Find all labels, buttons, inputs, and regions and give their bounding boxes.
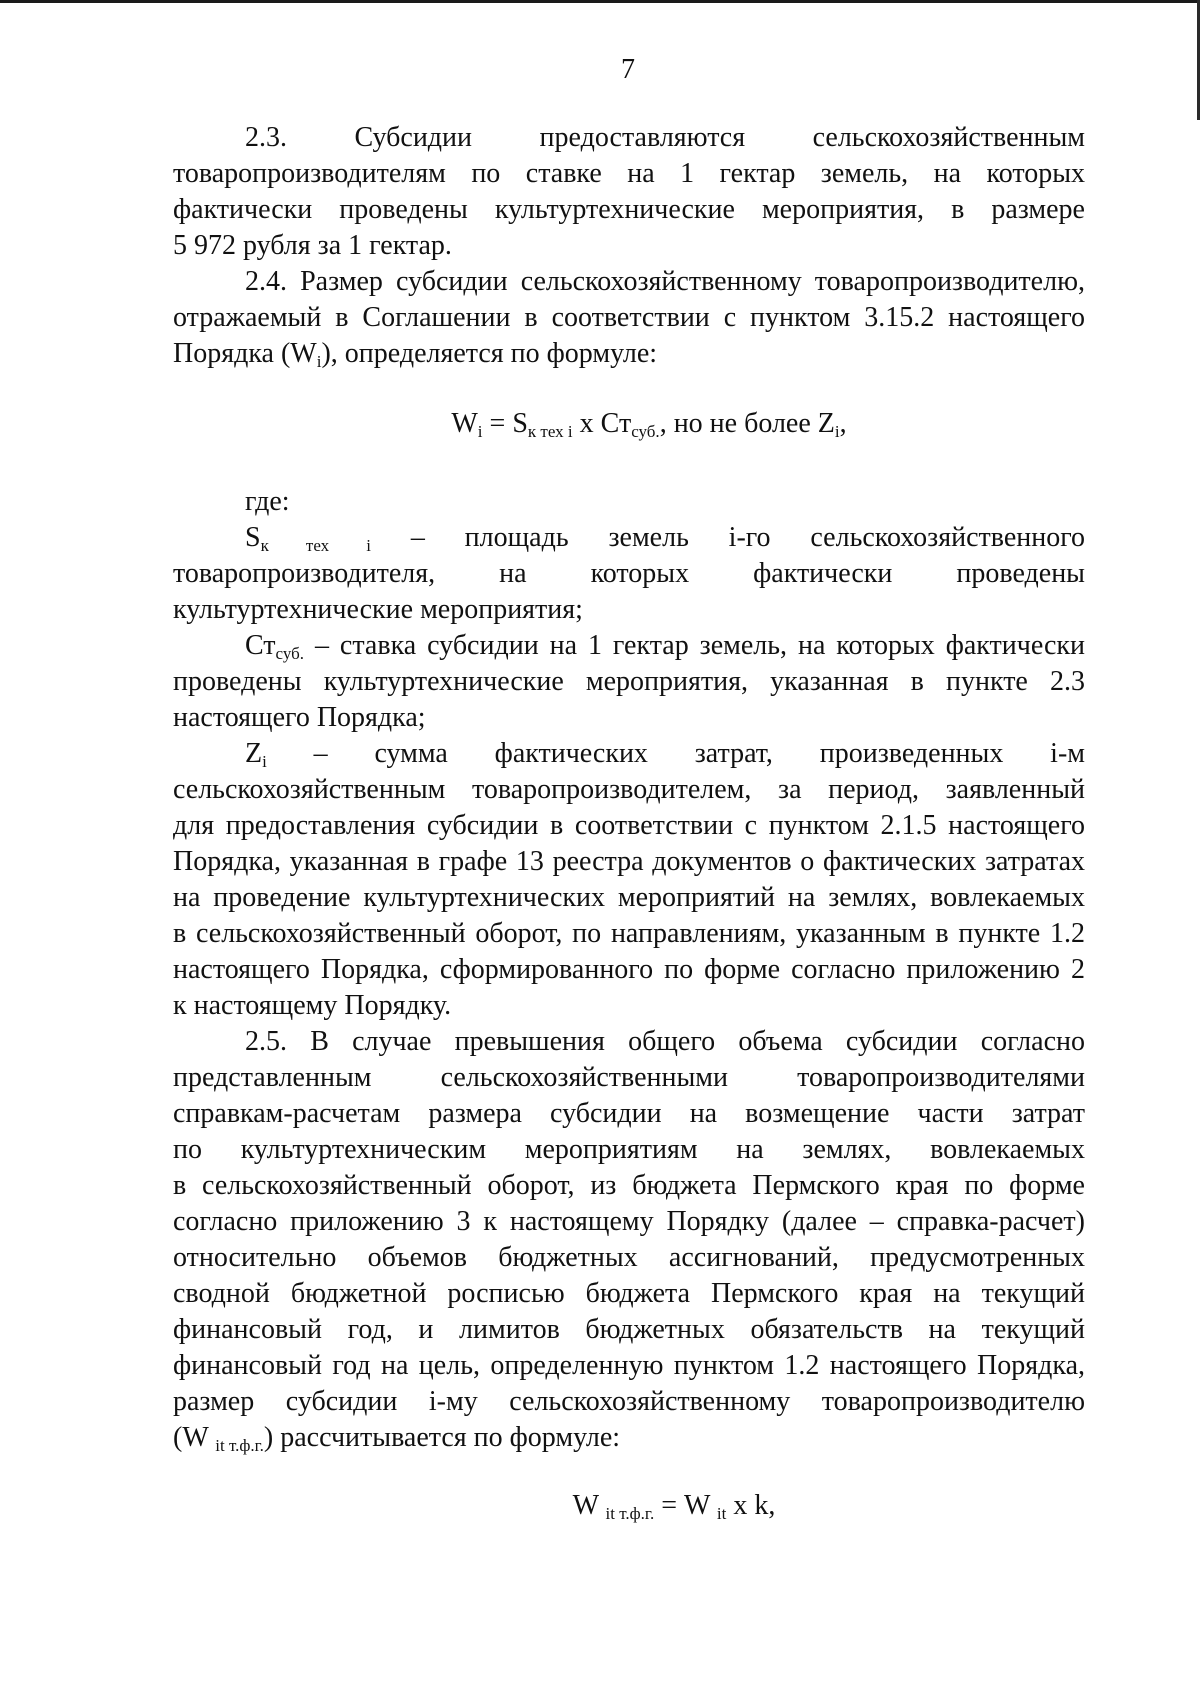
text-line: отражаемый в Соглашении в соответствии с пунктом 3.15.2 настоящего bbox=[173, 302, 1085, 333]
text-line: относительно объемов бюджетных ассигнований, предусмотренных bbox=[173, 1242, 1085, 1273]
formula-part: = W bbox=[654, 1490, 717, 1521]
text-line: 5 972 рубля за 1 гектар. bbox=[173, 230, 452, 261]
text-fragment: ) рассчитывается по формуле: bbox=[263, 1422, 621, 1453]
text-line: представленным сельскохозяйственными товаропроизводителями bbox=[173, 1062, 1085, 1093]
subscript: i bbox=[834, 422, 840, 441]
subscript: it т.ф.г. bbox=[605, 1504, 655, 1523]
text-line: согласно приложению 3 к настоящему Порядку (далее – справка-расчет) bbox=[173, 1206, 1085, 1237]
text-line: товаропроизводителя, на которых фактически проведены bbox=[173, 558, 1085, 589]
text-fragment: ), определяется по формуле: bbox=[321, 338, 658, 369]
text-line: 2.3. Субсидии предоставляются сельскохозяйственным bbox=[245, 122, 1085, 153]
text-line: фактически проведены культуртехнические мероприятия, в размере bbox=[173, 194, 1085, 225]
formula-part: W bbox=[451, 408, 478, 439]
symbol: S bbox=[245, 522, 261, 553]
text-line bbox=[173, 628, 1085, 664]
text-line: к настоящему Порядку. bbox=[173, 990, 452, 1021]
formula-adjusted-subsidy bbox=[173, 1488, 1085, 1524]
text-line: по культуртехническим мероприятиям на землях, вовлекаемых bbox=[173, 1134, 1085, 1165]
formula-part: , но не более Z bbox=[659, 408, 835, 439]
text-line: сельскохозяйственным товаропроизводителем, за период, заявленный bbox=[173, 774, 1085, 805]
text-line: размер субсидии i-му сельскохозяйственному товаропроизводителю bbox=[173, 1386, 1085, 1417]
text-line: 2.5. В случае превышения общего объема субсидии согласно bbox=[245, 1026, 1085, 1057]
subscript: it т.ф.г. bbox=[215, 1436, 264, 1455]
formula-part: W bbox=[572, 1490, 606, 1521]
subscript: к тех i bbox=[260, 536, 371, 555]
where-label: где: bbox=[245, 486, 290, 517]
text-line: сводной бюджетной росписью бюджета Пермского края на текущий bbox=[173, 1278, 1085, 1309]
text-line: товаропроизводителям по ставке на 1 гектар земель, на которых bbox=[173, 158, 1085, 189]
text-line: на проведение культуртехнических мероприятий на землях, вовлекаемых bbox=[173, 882, 1085, 913]
subscript: суб. bbox=[631, 422, 660, 441]
text-line: настоящего Порядка; bbox=[173, 702, 426, 733]
text-line: в сельскохозяйственный оборот, из бюджета Пермского края по форме bbox=[173, 1170, 1085, 1201]
text-line: культуртехнические мероприятия; bbox=[173, 594, 583, 625]
paragraph-2-4 bbox=[173, 264, 1085, 372]
document-body bbox=[173, 120, 1085, 1524]
text-line bbox=[173, 336, 1085, 372]
subscript: к тех i bbox=[527, 422, 573, 441]
definition-area bbox=[173, 520, 1085, 628]
text-line bbox=[173, 520, 1085, 556]
text-line: финансовый год на цель, определенную пунктом 1.2 настоящего Порядка, bbox=[173, 1350, 1085, 1381]
paragraph-2-5 bbox=[173, 1024, 1085, 1456]
definition-rate bbox=[173, 628, 1085, 736]
text-line: справкам-расчетам размера субсидии на возмещение части затрат bbox=[173, 1098, 1085, 1129]
subscript: i bbox=[262, 752, 267, 771]
page-number: 7 bbox=[621, 54, 635, 85]
symbol: Z bbox=[245, 738, 263, 769]
text-fragment: – сумма фактических затрат, произведенных i-м bbox=[313, 738, 1085, 769]
text-line bbox=[173, 1420, 1085, 1456]
formula-subsidy-amount bbox=[173, 406, 1085, 442]
text-line: в сельскохозяйственный оборот, по направлениям, указанным в пункте 1.2 bbox=[173, 918, 1085, 949]
formula-part: х k, bbox=[726, 1490, 776, 1521]
text-line: проведены культуртехнические мероприятия, указанная в пункте 2.3 bbox=[173, 666, 1085, 697]
text-line: 2.4. Размер субсидии сельскохозяйственному товаропроизводителю, bbox=[245, 266, 1085, 297]
text-line: финансовый год, и лимитов бюджетных обязательств на текущий bbox=[173, 1314, 1085, 1345]
symbol: Ст bbox=[245, 630, 276, 661]
formula-part: х Ст bbox=[572, 408, 632, 439]
formula-part: , bbox=[839, 408, 847, 439]
text-fragment: – площадь земель i-го сельскохозяйственного bbox=[410, 522, 1086, 553]
subscript: it bbox=[716, 1504, 727, 1523]
text-fragment: – ставка субсидии на 1 гектар земель, на которых фактически bbox=[304, 630, 1085, 661]
definition-costs bbox=[173, 736, 1085, 1024]
formula-part: = S bbox=[482, 408, 528, 439]
text-line: настоящего Порядка, сформированного по форме согласно приложению 2 bbox=[173, 954, 1085, 985]
text-line: для предоставления субсидии в соответствии с пунктом 2.1.5 настоящего bbox=[173, 810, 1085, 841]
subscript: суб. bbox=[275, 644, 305, 663]
text-fragment: Порядка (W bbox=[173, 338, 317, 369]
paragraph-2-3 bbox=[173, 120, 1085, 264]
text-line bbox=[173, 736, 1085, 772]
scan-edge bbox=[0, 0, 1200, 3]
text-fragment: (W bbox=[173, 1422, 216, 1453]
text-line: Порядка, указанная в графе 13 реестра документов о фактических затратах bbox=[173, 846, 1085, 877]
subscript: i bbox=[316, 352, 322, 371]
subscript: i bbox=[477, 422, 483, 441]
